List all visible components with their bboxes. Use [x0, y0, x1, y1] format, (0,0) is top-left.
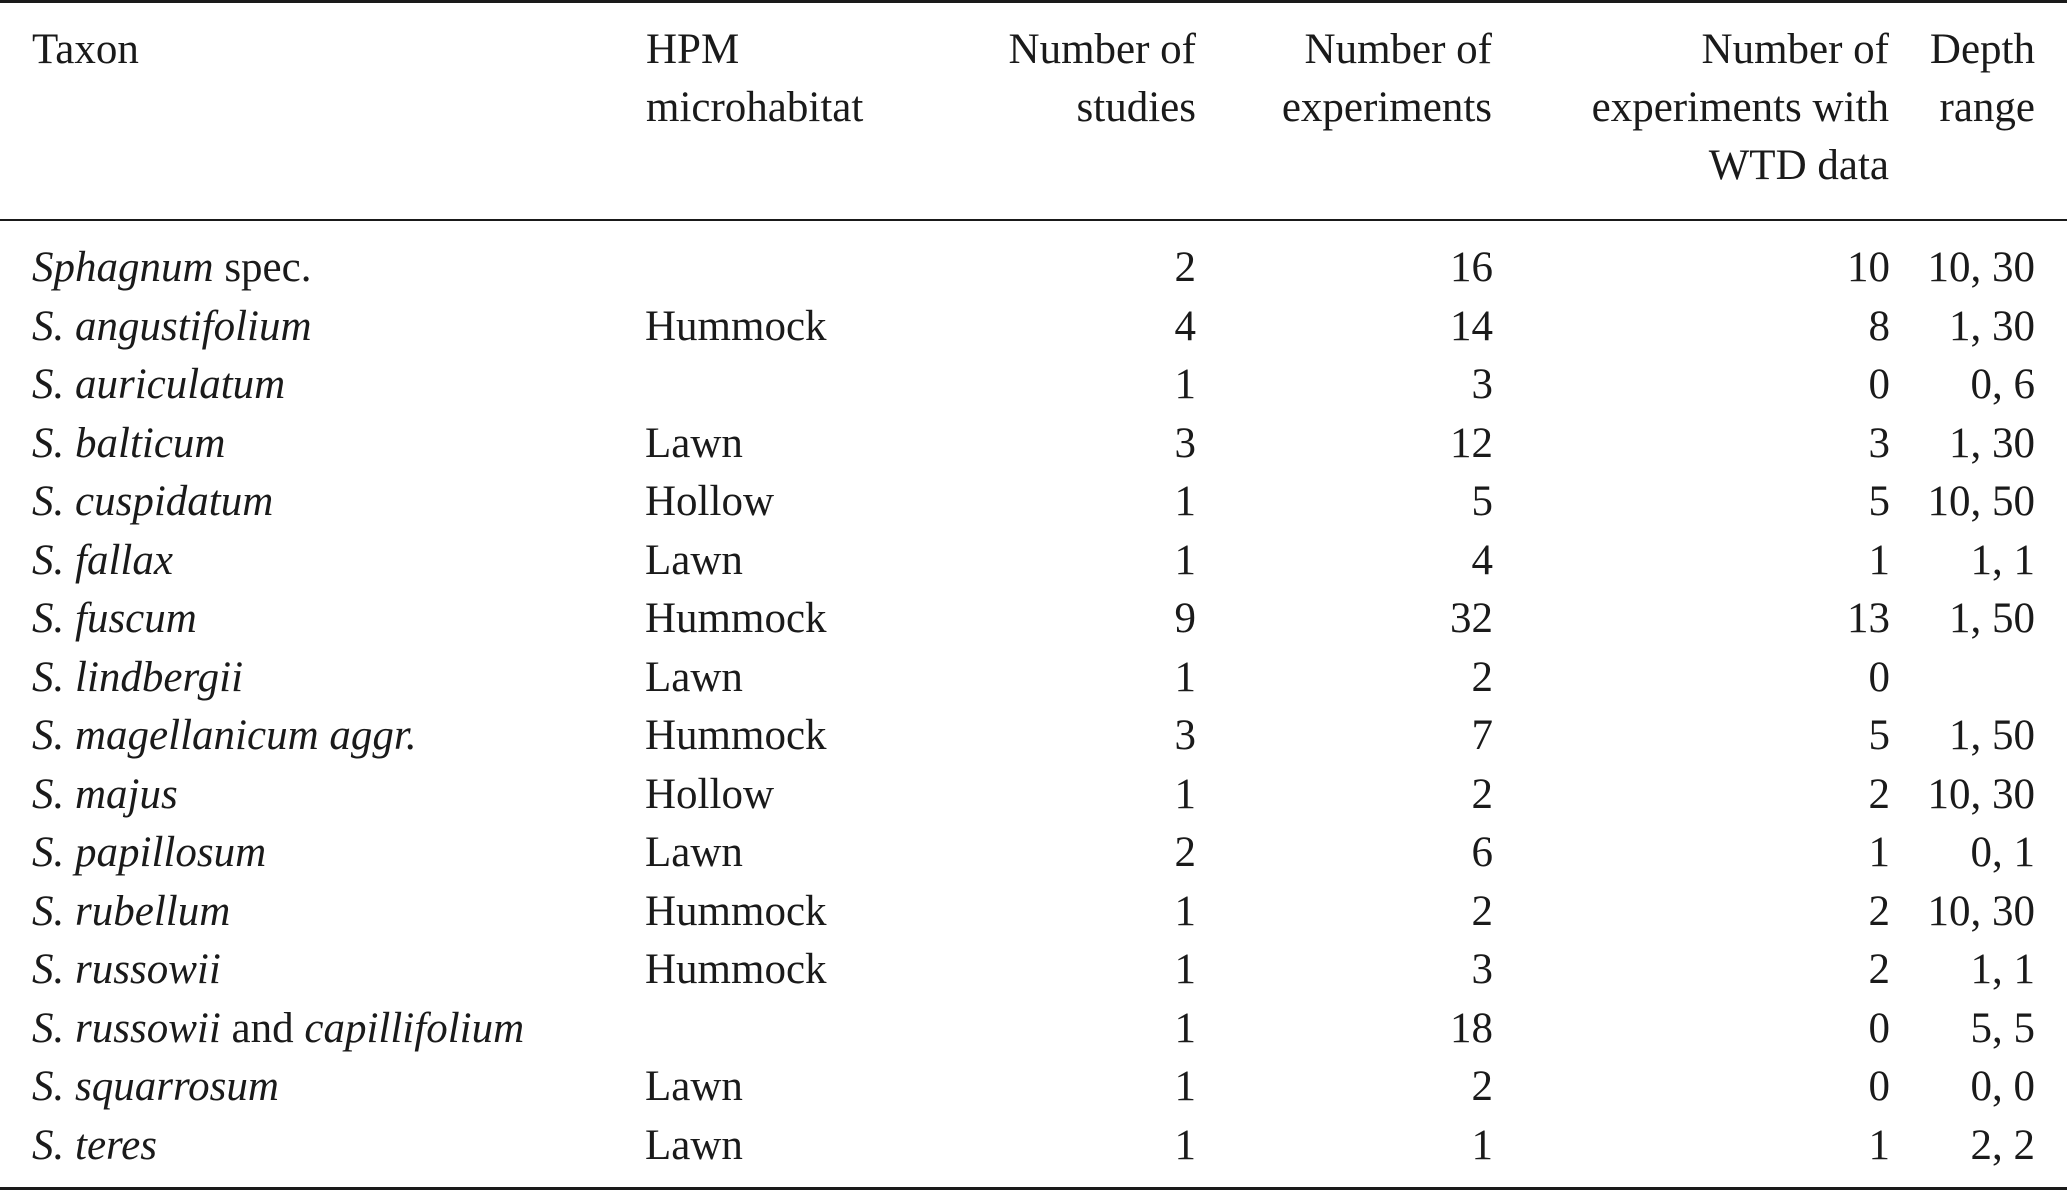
cell-number-of-studies: 9: [1174, 595, 1196, 643]
cell-taxon: [0, 883, 645, 942]
cell-number-of-studies: 1: [1174, 887, 1196, 935]
cell-number-of-studies: 1: [1174, 1063, 1196, 1111]
cell-number-of-experiments: 3: [1471, 361, 1493, 409]
header-experiments-with-wtd: [1493, 2, 1890, 221]
header-line: Depth: [1929, 26, 2035, 73]
header-line: Taxon: [32, 26, 139, 73]
cell-number-of-experiments: 6: [1471, 829, 1493, 877]
cell-experiments-with-wtd: 3: [1868, 419, 1890, 467]
table-row: [0, 1000, 2067, 1059]
header-taxon: [0, 2, 645, 221]
cell-taxon: [0, 415, 645, 474]
cell-hpm-microhabitat: Hummock: [645, 595, 827, 643]
cell-number-of-studies: 1: [1174, 536, 1196, 584]
cell-taxon: [0, 649, 645, 708]
cell-taxon: [0, 532, 645, 591]
table-row: [0, 220, 2067, 298]
cell-depth-range: [1890, 649, 2067, 708]
cell-number-of-studies: 1: [1174, 1004, 1196, 1052]
cell-depth-range: 1, 30: [1949, 419, 2035, 467]
table-row: [0, 707, 2067, 766]
cell-depth-range: 1, 50: [1949, 712, 2035, 760]
taxon-name-italic: S. auriculatum: [32, 361, 286, 409]
table-row: [0, 473, 2067, 532]
table-header: [0, 2, 2067, 221]
cell-hpm-microhabitat: Lawn: [645, 1063, 743, 1111]
cell-taxon: [0, 1058, 645, 1117]
cell-experiments-with-wtd: 0: [1868, 361, 1890, 409]
header-line: studies: [1076, 84, 1196, 131]
table-body: [0, 220, 2067, 1189]
cell-number-of-experiments: 2: [1471, 653, 1493, 701]
cell-experiments-with-wtd: 2: [1868, 946, 1890, 994]
cell-number-of-experiments: 18: [1450, 1004, 1493, 1052]
cell-taxon: [0, 707, 645, 766]
cell-number-of-experiments: 4: [1471, 536, 1493, 584]
cell-number-of-studies: 1: [1174, 946, 1196, 994]
cell-experiments-with-wtd: 1: [1868, 536, 1890, 584]
header-line: Number of: [1008, 26, 1196, 73]
cell-experiments-with-wtd: 2: [1868, 770, 1890, 818]
taxon-name-italic: S. russowii: [32, 1004, 221, 1052]
table-row: [0, 1058, 2067, 1117]
header-line: experiments with: [1591, 84, 1889, 131]
cell-number-of-experiments: 2: [1471, 770, 1493, 818]
header-line: WTD data: [1708, 142, 1889, 189]
cell-experiments-with-wtd: 13: [1847, 595, 1890, 643]
cell-taxon: [0, 941, 645, 1000]
taxon-name-italic: S. teres: [32, 1121, 157, 1169]
cell-number-of-studies: 1: [1174, 653, 1196, 701]
cell-hpm-microhabitat: [645, 1000, 947, 1059]
cell-number-of-studies: 2: [1174, 829, 1196, 877]
cell-number-of-experiments: 16: [1450, 244, 1493, 292]
table-row: [0, 649, 2067, 708]
taxon-name-italic: S. fallax: [32, 536, 173, 584]
cell-experiments-with-wtd: 8: [1868, 302, 1890, 350]
taxon-name-italic: S. lindbergii: [32, 653, 244, 701]
header-hpm-microhabitat: [645, 2, 947, 221]
cell-number-of-studies: 2: [1174, 244, 1196, 292]
header-row: [0, 2, 2067, 221]
cell-number-of-experiments: 14: [1450, 302, 1493, 350]
cell-number-of-studies: 3: [1174, 712, 1196, 760]
header-number-of-studies: [947, 2, 1196, 221]
cell-depth-range: 1, 50: [1949, 595, 2035, 643]
cell-taxon: [0, 824, 645, 883]
cell-number-of-studies: 4: [1174, 302, 1196, 350]
cell-experiments-with-wtd: 2: [1868, 887, 1890, 935]
cell-number-of-experiments: 2: [1471, 1063, 1493, 1111]
cell-number-of-studies: 1: [947, 1117, 1196, 1189]
taxon-name-italic: S. rubellum: [32, 887, 231, 935]
table-row: [0, 883, 2067, 942]
taxon-name-italic: S. balticum: [32, 419, 226, 467]
table-row: [0, 356, 2067, 415]
table-row: [0, 298, 2067, 357]
taxon-name-italic: S. russowii: [32, 946, 221, 994]
cell-taxon: [0, 1000, 645, 1059]
cell-depth-range: 1, 1: [1970, 536, 2035, 584]
taxon-name-italic: S. cuspidatum: [32, 478, 274, 526]
cell-taxon: [0, 298, 645, 357]
taxon-name-italic: S. majus: [32, 770, 178, 818]
cell-taxon: [0, 220, 645, 298]
header-line: range: [1939, 84, 2035, 131]
taxon-name-italic: Sphagnum: [32, 244, 214, 292]
cell-number-of-experiments: 1: [1196, 1117, 1493, 1189]
cell-number-of-studies: 1: [1174, 770, 1196, 818]
cell-number-of-experiments: 12: [1450, 419, 1493, 467]
taxon-name-roman: spec.: [213, 244, 312, 292]
cell-taxon: [0, 590, 645, 649]
header-line: Number of: [1701, 26, 1889, 73]
cell-number-of-experiments: 7: [1471, 712, 1493, 760]
cell-hpm-microhabitat: Hummock: [645, 887, 827, 935]
cell-depth-range: 10, 50: [1927, 478, 2035, 526]
cell-hpm-microhabitat: Lawn: [645, 536, 743, 584]
cell-experiments-with-wtd: 5: [1868, 478, 1890, 526]
taxon-name-italic: S. magellanicum aggr.: [32, 712, 417, 760]
header-line: microhabitat: [646, 84, 864, 131]
header-line: Number of: [1304, 26, 1492, 73]
cell-hpm-microhabitat: Hummock: [645, 712, 827, 760]
cell-depth-range: 10, 30: [1927, 887, 2035, 935]
cell-experiments-with-wtd: 0: [1868, 653, 1890, 701]
cell-taxon: [0, 473, 645, 532]
cell-number-of-experiments: 2: [1471, 887, 1493, 935]
cell-experiments-with-wtd: 5: [1868, 712, 1890, 760]
header-depth-range: [1890, 2, 2067, 221]
cell-depth-range: 0, 0: [1970, 1063, 2035, 1111]
table-row: [0, 415, 2067, 474]
table-row: [0, 532, 2067, 591]
cell-number-of-studies: 1: [1174, 361, 1196, 409]
taxon-name-italic: S. fuscum: [32, 595, 197, 643]
taxon-name-italic: S. papillosum: [32, 829, 267, 877]
cell-taxon: [0, 356, 645, 415]
cell-hpm-microhabitat: Hollow: [645, 770, 774, 818]
taxon-name-italic: S. angustifolium: [32, 302, 312, 350]
cell-hpm-microhabitat: Hummock: [645, 302, 827, 350]
cell-experiments-with-wtd: 0: [1868, 1063, 1890, 1111]
cell-taxon: [0, 766, 645, 825]
table-row: [0, 766, 2067, 825]
cell-number-of-studies: 1: [1174, 478, 1196, 526]
cell-hpm-microhabitat: Lawn: [645, 829, 743, 877]
cell-depth-range: 10, 30: [1927, 244, 2035, 292]
cell-taxon: [0, 1117, 645, 1189]
cell-experiments-with-wtd: 1: [1493, 1117, 1890, 1189]
taxon-name-roman: and: [220, 1004, 305, 1052]
cell-number-of-experiments: 5: [1471, 478, 1493, 526]
cell-hpm-microhabitat: Lawn: [645, 653, 743, 701]
cell-experiments-with-wtd: 0: [1868, 1004, 1890, 1052]
header-number-of-experiments: [1196, 2, 1493, 221]
header-line: HPM: [646, 26, 740, 73]
cell-number-of-experiments: 3: [1471, 946, 1493, 994]
cell-hpm-microhabitat: Hollow: [645, 478, 774, 526]
cell-experiments-with-wtd: 1: [1868, 829, 1890, 877]
cell-depth-range: 10, 30: [1927, 770, 2035, 818]
table-row: [0, 824, 2067, 883]
cell-hpm-microhabitat: Hummock: [645, 946, 827, 994]
cell-depth-range: 2, 2: [1890, 1117, 2067, 1189]
cell-hpm-microhabitat: Lawn: [645, 419, 743, 467]
cell-depth-range: 1, 30: [1949, 302, 2035, 350]
cell-hpm-microhabitat: Lawn: [645, 1117, 947, 1189]
table-row: [0, 941, 2067, 1000]
table-row: [0, 1117, 2067, 1189]
cell-experiments-with-wtd: 10: [1847, 244, 1890, 292]
cell-depth-range: 1, 1: [1970, 946, 2035, 994]
taxon-name-italic-2: capillifolium: [304, 1004, 525, 1052]
cell-depth-range: 5, 5: [1970, 1004, 2035, 1052]
cell-hpm-microhabitat: [645, 220, 947, 298]
table-row: [0, 590, 2067, 649]
cell-number-of-studies: 3: [1174, 419, 1196, 467]
header-line: experiments: [1281, 84, 1492, 131]
cell-depth-range: 0, 6: [1970, 361, 2035, 409]
cell-depth-range: 0, 1: [1970, 829, 2035, 877]
cell-hpm-microhabitat: [645, 356, 947, 415]
cell-number-of-experiments: 32: [1450, 595, 1493, 643]
taxon-name-italic: S. squarrosum: [32, 1063, 279, 1111]
